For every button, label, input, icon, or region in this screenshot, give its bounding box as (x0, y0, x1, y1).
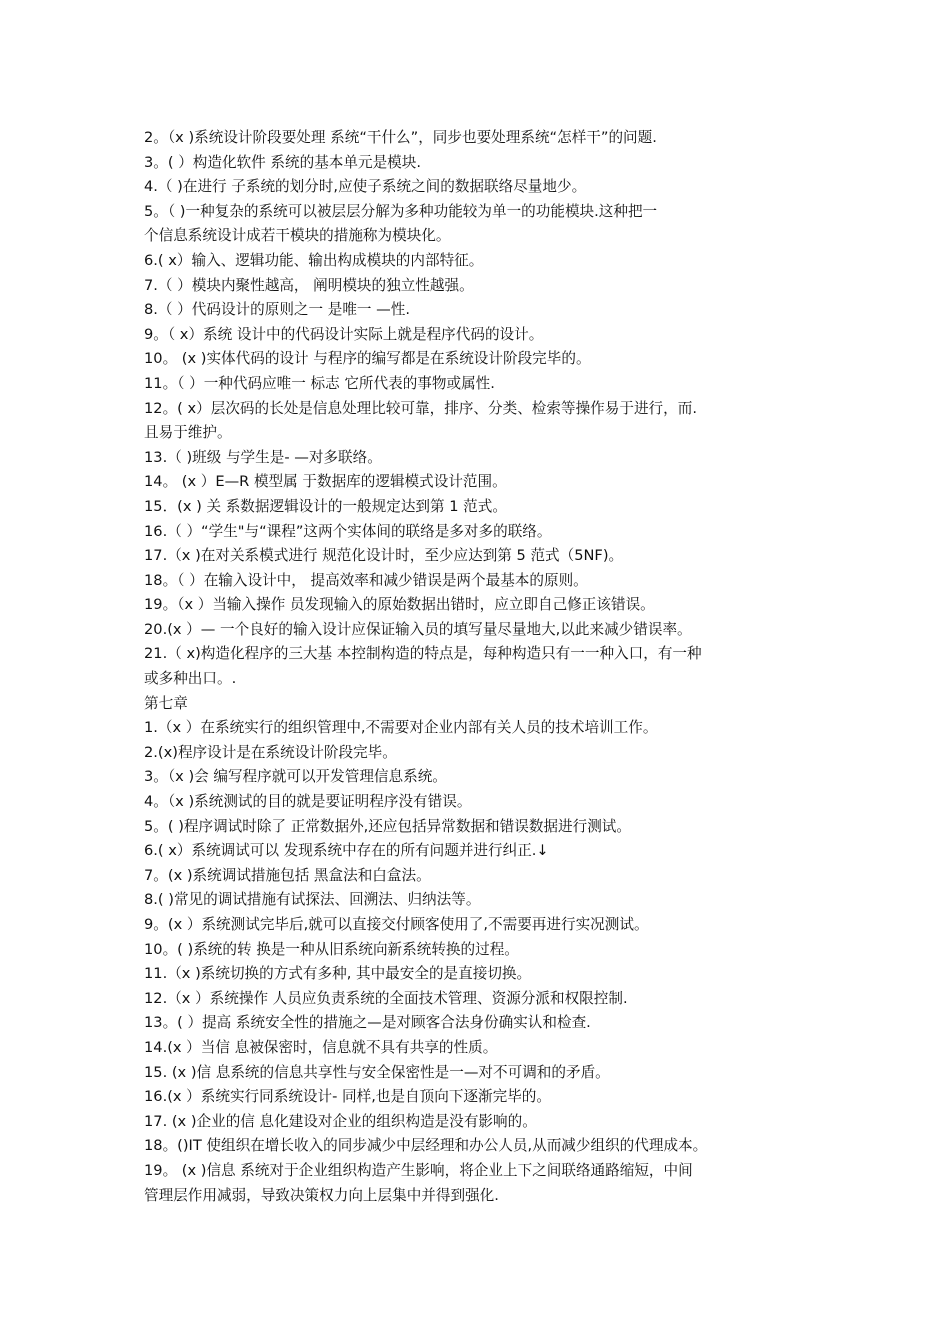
text-line-12: 12。( x）层次码的长处是信息处理比较可靠，排序、分类、检索等操作易于进行，而. (144, 399, 697, 417)
text-line-18: 17.（x )在对关系模式进行 规范化设计时，至少应达到第 5 范式（5NF)。 (144, 547, 624, 565)
text-line-28: 4。（x )系统测试的目的就是要证明程序没有错误。 (144, 793, 472, 811)
text-line-40: 16.(x ）系统实行同系统设计- 同样,也是自顶向下逐渐完毕的。 (144, 1088, 551, 1106)
text-line-32: 8.( )常见的调试措施有试探法、回溯法、归纳法等。 (144, 891, 481, 909)
text-line-43: 19。 (x )信息 系统对于企业组织构造产生影响，将企业上下之间联络通路缩短，中间 (144, 1161, 693, 1179)
text-line-1: 2。（x )系统设计阶段要处理 系统“干什么”，同步也要处理系统“怎样干”的问题. (144, 129, 657, 146)
text-line-22: 21.（ x)构造化程序的三大基 本控制构造的特点是，每种构造只有一一种入口，有一种 (144, 645, 702, 663)
text-line-38: 14.(x ）当信 息被保密时，信息就不具有共享的性质。 (144, 1038, 498, 1056)
text-line-7: 7.（ ）模块内聚性越高， 阐明模块的独立性越强。 (144, 276, 474, 294)
text-line-35: 11.（x )系统切换的方式有多种, 其中最安全的是直接切换。 (144, 965, 532, 983)
text-line-39: 15. (x )信 息系统的信息共享性与安全保密性是一—对不可调和的矛盾。 (144, 1063, 610, 1081)
text-line-14: 13.（ )班级 与学生是- —对多联络。 (144, 448, 382, 466)
text-line-9: 9。（ x）系统 设计中的代码设计实际上就是程序代码的设计。 (144, 325, 544, 343)
text-line-6: 6.( x）输入、逻辑功能、输出构成模块的内部特征。 (144, 251, 484, 269)
text-line-21: 20.(x ）— 一个良好的输入设计应保证输入员的填写量尽量地大,以此来减少错误率。 (144, 620, 692, 638)
text-line-13: 且易于维护。 (144, 424, 232, 442)
text-line-4: 5。（ )一种复杂的系统可以被层层分解为多种功能较为单一的功能模块.这种把一 (144, 202, 658, 220)
text-line-25: 1.（x ）在系统实行的组织管理中,不需要对企业内部有关人员的技术培训工作。 (144, 719, 658, 737)
text-line-37: 13。( ）提高 系统安全性的措施之—是对顾客合法身份确实认和检查. (144, 1014, 591, 1032)
text-line-19: 18。（ ）在输入设计中， 提高效率和减少错误是两个最基本的原则。 (144, 571, 588, 589)
text-line-10: 10。 (x )实体代码的设计 与程序的编写都是在系统设计阶段完毕的。 (144, 350, 591, 368)
document-body (144, 126, 794, 1208)
text-line-27: 3。（x )会 编写程序就可以开发管理信息系统。 (144, 768, 447, 786)
text-line-11: 11。（ ）一种代码应唯一 标志 它所代表的事物或属性. (144, 374, 495, 392)
text-line-26: 2.(x)程序设计是在系统设计阶段完毕。 (144, 743, 397, 761)
text-line-42: 18。()IT 使组织在增长收入的同步减少中层经理和办公人员,从而减少组织的代理成本。 (144, 1137, 708, 1155)
text-line-34: 10。( )系统的转 换是一种从旧系统向新系统转换的过程。 (144, 940, 519, 958)
text-line-23: 或多种出口。. (144, 670, 237, 688)
text-line-5: 个信息系统设计成若干模块的措施称为模块化。 (144, 227, 451, 245)
text-line-2: 3。( ）构造化软件 系统的基本单元是模块. (144, 153, 421, 171)
text-line-44: 管理层作用减弱，导致决策权力向上层集中并得到强化. (144, 1186, 499, 1204)
text-line-31: 7。(x )系统调试措施包括 黑盒法和白盒法。 (144, 866, 431, 884)
text-line-36: 12.（x ）系统操作 人员应负责系统的全面技术管理、资源分派和权限控制. (144, 989, 628, 1007)
text-line-15: 14。 (x ）E—R 模型属 于数据库的逻辑模式设计范围。 (144, 473, 507, 491)
text-line-29: 5。( )程序调试时除了 正常数据外,还应包括异常数据和错误数据进行测试。 (144, 817, 631, 835)
text-line-8: 8.（ ）代码设计的原则之一 是唯一 —性. (144, 301, 410, 319)
text-line-33: 9。(x ）系统测试完毕后,就可以直接交付顾客使用了,不需要再进行实况测试。 (144, 916, 649, 933)
text-line-17: 16.（ ）“学生"与“课程”这两个实体间的联络是多对多的联络。 (144, 522, 552, 540)
text-line-41: 17. (x )企业的信 息化建设对企业的组织构造是没有影响的。 (144, 1112, 537, 1130)
text-line-30: 6.( x）系统调试可以 发现系统中存在的所有问题并进行纠正.↓ (144, 842, 549, 860)
text-line-20: 19。（x ）当输入操作 员发现输入的原始数据出错时，应立即自己修正该错误。 (144, 596, 655, 614)
text-line-3: 4.（ )在进行 子系统的划分时,应使子系统之间的数据联络尽量地少。 (144, 178, 587, 196)
text-line-16: 15．(x ) 关 系数据逻辑设计的一般规定达到第 1 范式。 (144, 497, 507, 515)
chapter-heading: 第七章 (144, 694, 188, 712)
